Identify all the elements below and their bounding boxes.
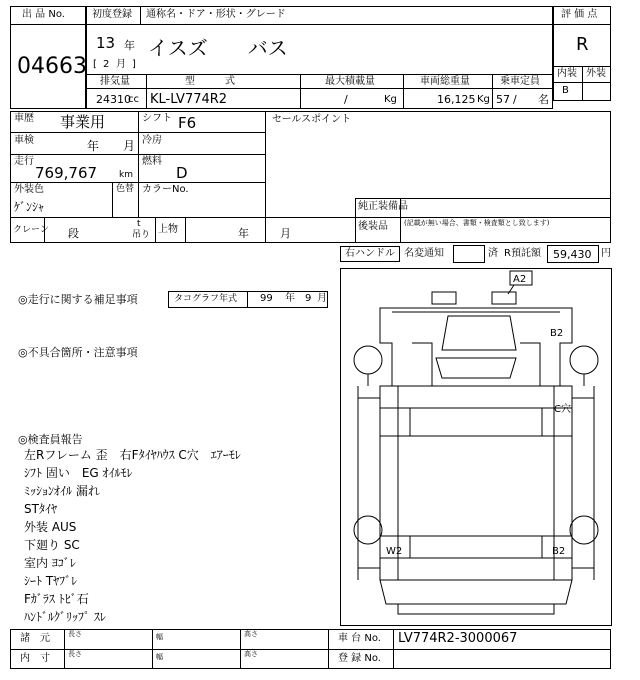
vehicle-diagram (340, 268, 612, 626)
interior-value: B (562, 85, 569, 96)
supplement-label: ◎走行に関する補足事項 (18, 293, 138, 306)
tacho-month: 9 (305, 293, 312, 304)
recycle-amount: 59,430 (553, 248, 592, 261)
inspector-line: ｼｰﾄ Tﾔﾌﾞﾚ (24, 574, 78, 588)
month-value: 2 (103, 59, 110, 70)
height-label: 高さ (244, 630, 258, 638)
ext-color-label: 外装色 (14, 184, 44, 195)
height-label-2: 高さ (244, 650, 258, 658)
capacity-value: 57 (496, 93, 510, 106)
mileage-value: 769,767 (35, 164, 98, 182)
diagram-mark: A2 (513, 274, 527, 285)
score-value: R (576, 34, 589, 55)
year-unit: 年 (124, 39, 135, 52)
mileage-unit: km (119, 170, 133, 180)
upper-month: 月 (280, 227, 291, 240)
color-no-label: 色替 (116, 184, 135, 194)
color-code-label: カラーNo. (142, 184, 189, 195)
crane-hang: 吊り (132, 230, 151, 240)
shift-value: F6 (178, 114, 197, 132)
recycle-amount-label: R預託額 (504, 248, 541, 259)
inspector-line: ｼﾌﾄ 固い EG ｵｲﾙﾓﾚ (24, 466, 133, 480)
genuine-label: 純正装備品 (358, 201, 408, 212)
inspector-line: ﾊﾝﾄﾞﾙｸﾞﾘｯﾌﾟ ｽﾚ (24, 610, 106, 624)
inspection-label: 車検 (14, 135, 34, 146)
tacho-year-unit: 年 (285, 293, 295, 304)
diagram-mark: W2 (386, 546, 403, 557)
displacement-label: 排気量 (100, 76, 130, 87)
inspector-line: 外装 AUS (24, 520, 77, 534)
diagram-mark: B2 (552, 546, 566, 557)
score-label: 評 価 点 (561, 9, 598, 20)
fuel-value: D (176, 164, 188, 182)
inside-label: 内 寸 (20, 653, 50, 664)
history-label: 車歴 (14, 113, 34, 124)
max-load-unit: Kg (384, 94, 397, 105)
inspector-label: ◎検査員報告 (18, 433, 83, 446)
shift-label: シフト (142, 113, 172, 124)
model-value: KL-LV774R2 (150, 92, 228, 107)
name-change-label: 名変通知 (404, 248, 444, 259)
ac-label: 冷房 (142, 135, 162, 146)
diagram-mark: B2 (550, 328, 564, 339)
crane-stage: 段 (68, 227, 79, 240)
length-label: 長さ (68, 630, 82, 638)
gross-weight-label: 車両総重量 (420, 76, 470, 87)
max-load-slash: / (344, 93, 348, 106)
chassis-label: 車 台 No. (338, 633, 381, 644)
reg-no-label: 登 録 No. (338, 653, 381, 664)
selling-points-label: セールスポイント (272, 114, 352, 125)
max-load-label: 最大積載量 (325, 76, 375, 87)
fuel-label: 燃料 (142, 156, 162, 167)
inspector-line: 下廻り SC (24, 538, 80, 552)
first-reg-label: 初度登録 (92, 9, 132, 20)
aftermarket-note: (記載が無い場合、書類・検査類とし致します) (404, 219, 550, 227)
tacho-label: タコグラフ年式 (174, 294, 238, 304)
width-label: 幅 (156, 633, 163, 641)
name-label: 通称名・ドア・形状・グレード (146, 9, 286, 20)
rhd-label: 右ハンドル (345, 248, 395, 259)
tacho-year: 99 (260, 293, 273, 304)
length-label-2: 長さ (68, 650, 82, 658)
chassis-value: LV774R2-3000067 (398, 631, 518, 646)
diagram-mark: C穴 (554, 404, 571, 415)
inspector-line: Fｶﾞﾗｽ ﾄﾋﾞ石 (24, 592, 89, 606)
tacho-month-unit: 月 (317, 293, 327, 304)
capacity-unit: 名 (538, 93, 549, 106)
capacity-label: 乗車定員 (500, 76, 540, 87)
year-value: 13 (96, 34, 116, 52)
upper-label: 上物 (158, 224, 178, 235)
recycle-unit: 円 (601, 248, 611, 259)
dims-label: 諸 元 (20, 633, 50, 644)
name-change-box (453, 245, 485, 263)
inspection-month-unit: 月 (123, 139, 136, 153)
inspector-line: 室内 ﾖｺﾞﾚ (24, 556, 76, 570)
upper-year: 年 (238, 227, 249, 240)
capacity-slash: / (513, 93, 517, 106)
inspection-year-unit: 年 (87, 139, 100, 153)
inspector-line: ﾐｯｼｮﾝｵｲﾙ 漏れ (24, 484, 100, 498)
month-unit: 月 (116, 59, 126, 70)
lot-no: 04663 (17, 54, 87, 79)
displacement-value: 24310 (96, 93, 131, 106)
mileage-label: 走行 (14, 156, 34, 167)
inspector-line: STﾀｲﾔ (24, 502, 57, 516)
exterior-label: 外装 (586, 68, 606, 79)
inspector-line: 左Rフレーム 歪 右Fﾀｲﾔﾊｳｽ C穴 ｴｱｰﾓﾚ (24, 448, 241, 462)
interior-label: 内装 (557, 68, 577, 79)
car-name: イスズ バス (148, 36, 288, 60)
recycle-label: 済 (488, 248, 498, 259)
crane-label: クレーン (13, 225, 49, 235)
gross-weight-unit: Kg (477, 94, 490, 105)
displacement-unit: cc (128, 94, 139, 105)
aftermarket-label: 後装品 (358, 221, 388, 232)
lot-no-label: 出 品 No. (22, 9, 65, 20)
model-label: 型 式 (185, 76, 235, 87)
gross-weight-value: 16,125 (437, 93, 476, 106)
crane-t: t (137, 219, 141, 229)
defects-label: ◎不具合箇所・注意事項 (18, 346, 138, 359)
history-value: 事業用 (60, 113, 106, 131)
ext-color-value: ｹﾞﾝｼｬ (14, 200, 45, 214)
width-label-2: 幅 (156, 653, 163, 661)
